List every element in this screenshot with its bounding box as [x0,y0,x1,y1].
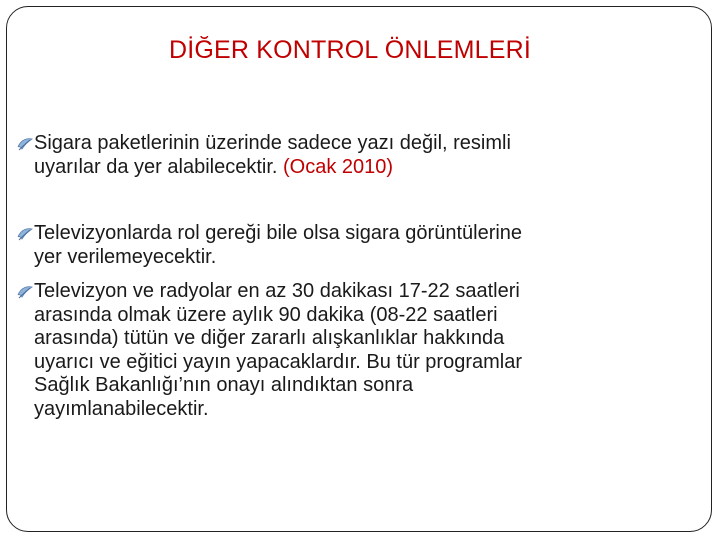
bullet-text-line: uyarıcı ve eğitici yayın yapacaklardır. Bu tür programlar [34,350,522,373]
bullet-text-line: yer verilemeyecektir. [34,245,217,268]
bullet-text-line: Televizyon ve radyolar en az 30 dakikası 17-22 saatleri [34,280,520,302]
leaf-bullet-icon [16,283,34,301]
bullet-text-line: Sigara paketlerinin üzerinde sadece yazı değil, resimli [34,132,511,154]
bullet-text-line: arasında) tütün ve diğer zararlı alışkanlıklar hakkında [34,327,505,349]
slide-title: DİĞER KONTROL ÖNLEMLERİ [168,36,532,64]
leaf-bullet-icon [16,135,34,153]
slide-frame [6,6,712,532]
date-note: (Ocak 2010) [283,155,394,178]
bullet-text-line: Sağlık Bakanlığı’nın onayı alındıktan sonra [34,374,414,396]
bullet-item-television [16,222,676,269]
bullet-item-packaging [16,132,676,179]
bullet-text-line: uyarılar da yer alabilecektir. [34,155,284,178]
bullet-text-line: yayımlanabilecektir. [34,397,209,420]
bullet-item-broadcast [16,280,676,421]
leaf-bullet-icon [16,225,34,243]
bullet-text-line: Televizyonlarda rol gereği bile olsa sigara görüntülerine [34,222,523,244]
bullet-text-line: arasında olmak üzere aylık 90 dakika (08-22 saatleri [34,303,498,326]
